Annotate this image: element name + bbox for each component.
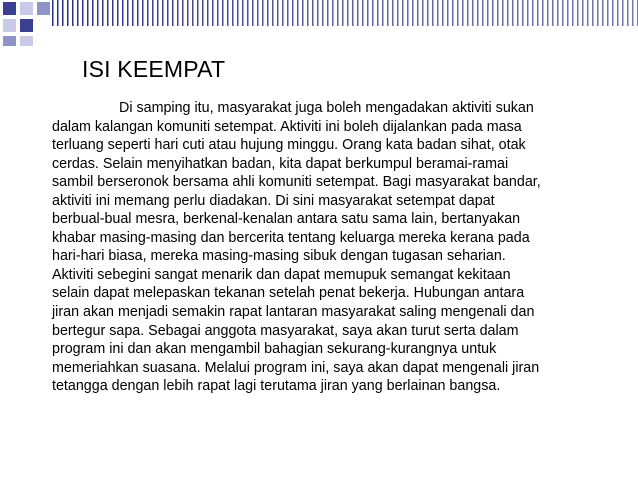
body-paragraph [52, 99, 608, 396]
decor-square [3, 36, 16, 46]
paragraph-line: jiran akan menjadi semakin rapat lantaran masyarakat saling mengenali dan [52, 304, 535, 321]
decor-square [3, 19, 16, 32]
paragraph-line: Di samping itu, masyarakat juga boleh mengadakan aktiviti sukan [119, 100, 534, 116]
decor-square [20, 2, 33, 15]
paragraph-line: Aktiviti sebegini sangat menarik dan dapat memupuk semangat kekitaan [52, 266, 511, 283]
decor-stripes [52, 0, 638, 26]
paragraph-line: tetangga dengan lebih rapat lagi terutama jiran yang berlainan bangsa. [52, 378, 501, 395]
paragraph-line: aktiviti ini memang perlu diadakan. Di sini masyarakat setempat dapat [52, 192, 495, 209]
paragraph-line: khabar masing-masing dan bercerita tentang keluarga mereka kerana pada [52, 229, 530, 246]
paragraph-line: cerdas. Selain menyihatkan badan, kita dapat berkumpul beramai-ramai [52, 155, 509, 172]
decor-square [3, 2, 16, 15]
paragraph-line: program ini dan akan mengambil bahagian sekurang-kurangnya untuk [52, 341, 497, 358]
paragraph-line: terluang seperti hari cuti atau hujung minggu. Orang kata badan sihat, otak [52, 137, 526, 154]
decor-square [37, 2, 50, 15]
paragraph-line: hari-hari biasa, mereka masing-masing sibuk dengan tugasan seharian. [52, 248, 506, 265]
header-decoration [0, 0, 638, 48]
paragraph-line: sambil berseronok bersama ahli komuniti setempat. Bagi masyarakat bandar, [52, 174, 541, 191]
slide-title: ISI KEEMPAT [82, 56, 226, 82]
decor-square [20, 19, 33, 32]
decor-square [20, 36, 33, 46]
paragraph-line: memeriahkan suasana. Melalui program ini, saya akan dapat mengenali jiran [52, 359, 540, 376]
paragraph-line: bertegur sapa. Sebagai anggota masyarakat, saya akan turut serta dalam [52, 322, 519, 339]
paragraph-line: selain dapat melepaskan tekanan setelah penat bekerja. Hubungan antara [52, 285, 525, 302]
paragraph-line: berbual-bual mesra, berkenal-kenalan antara satu sama lain, bertanyakan [52, 211, 521, 228]
paragraph-line: dalam kalangan komuniti setempat. Aktiviti ini boleh dijalankan pada masa [52, 118, 522, 135]
